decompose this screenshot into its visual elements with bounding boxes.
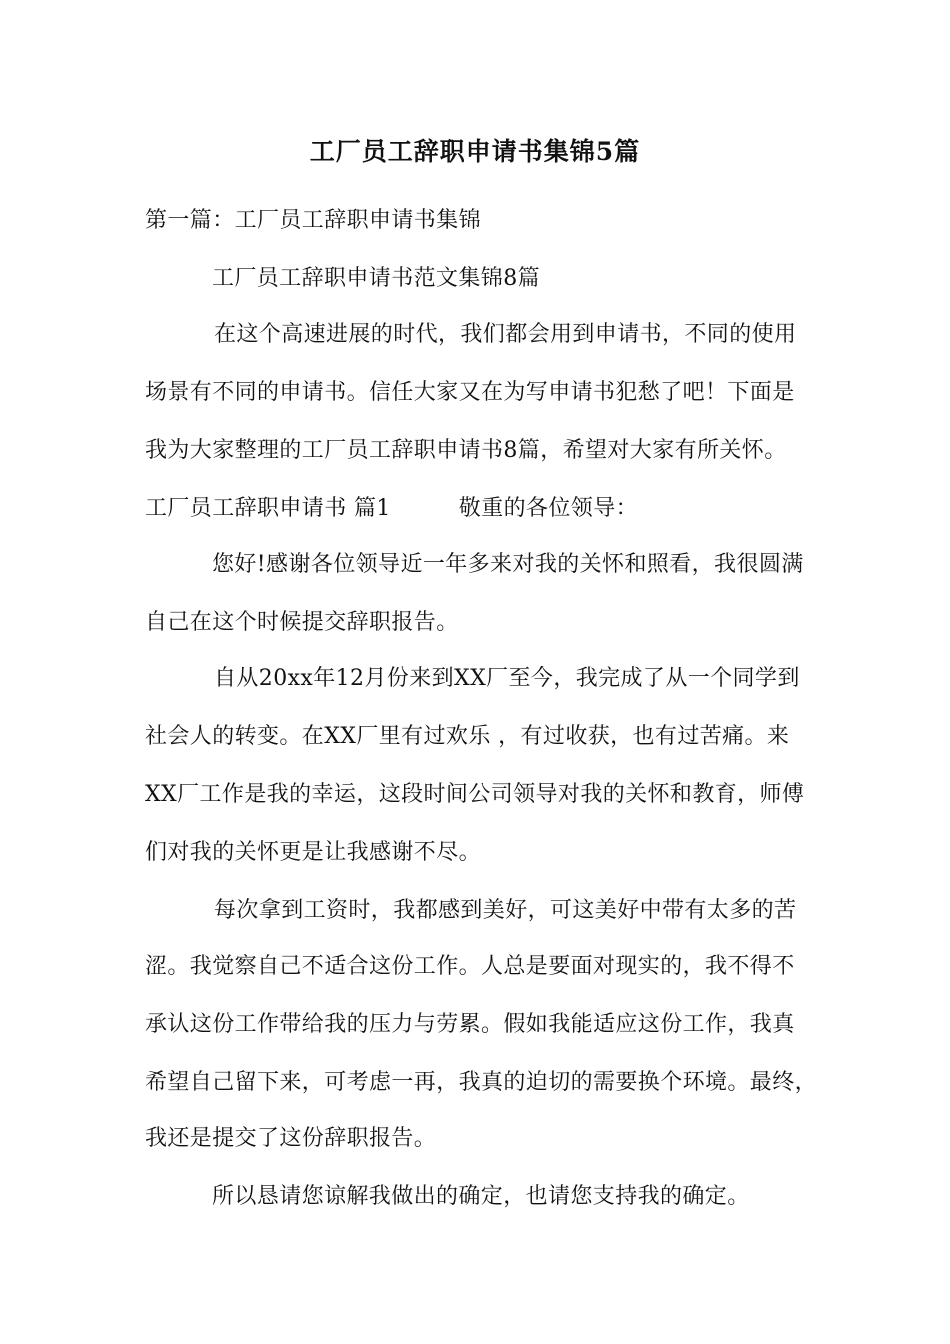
- paragraph-line: 我还是提交了这份辞职报告。: [145, 1126, 437, 1151]
- paragraph-line: 们对我的关怀更是让我感谢不尽。: [145, 840, 482, 865]
- paragraph-line: 所以恳请您谅解我做出的确定，也请您支持我的确定。: [212, 1184, 750, 1209]
- paragraph-line: 我为大家整理的工厂员工辞职申请书8篇，希望对大家有所关怀。: [145, 438, 787, 463]
- paragraph-line: 自从20xx年12月份来到XX厂至今，我完成了从一个同学到: [214, 666, 800, 691]
- salutation: 敬重的各位领导：: [458, 496, 638, 521]
- letter-heading-row: [145, 494, 638, 524]
- letter-number-label: 工厂员工辞职申请书 篇1: [145, 496, 391, 521]
- paragraph-line: 场景有不同的申请书。信任大家又在为写申请书犯愁了吧！下面是: [145, 380, 795, 405]
- subtitle-line: 工厂员工辞职申请书范文集锦8篇: [212, 266, 540, 291]
- paragraph-line: 涩。我觉察自己不适合这份工作。人总是要面对现实的，我不得不: [145, 954, 795, 979]
- paragraph-line: 希望自己留下来，可考虑一再，我真的迫切的需要换个环境。最终，: [145, 1070, 818, 1095]
- paragraph-line: 您好!感谢各位领导近一年多来对我的关怀和照看，我很圆满: [212, 552, 804, 577]
- paragraph-line: 每次拿到工资时，我都感到美好，可这美好中带有太多的苦: [214, 898, 797, 923]
- paragraph-line: XX厂工作是我的幸运，这段时间公司领导对我的关怀和教育，师傅: [145, 782, 805, 807]
- paragraph-line: 社会人的转变。在XX厂里有过欢乐 ，有过收获，也有过苦痛。来: [145, 724, 790, 749]
- section-heading: 第一篇：工厂员工辞职申请书集锦: [145, 208, 482, 233]
- document-title: 工厂员工辞职申请书集锦5篇: [309, 137, 641, 166]
- paragraph-line: 在这个高速进展的时代，我们都会用到申请书，不同的使用: [214, 322, 797, 347]
- paragraph-line: 自己在这个时候提交辞职报告。: [145, 610, 459, 635]
- paragraph-line: 承认这份工作带给我的压力与劳累。假如我能适应这份工作，我真: [145, 1012, 795, 1037]
